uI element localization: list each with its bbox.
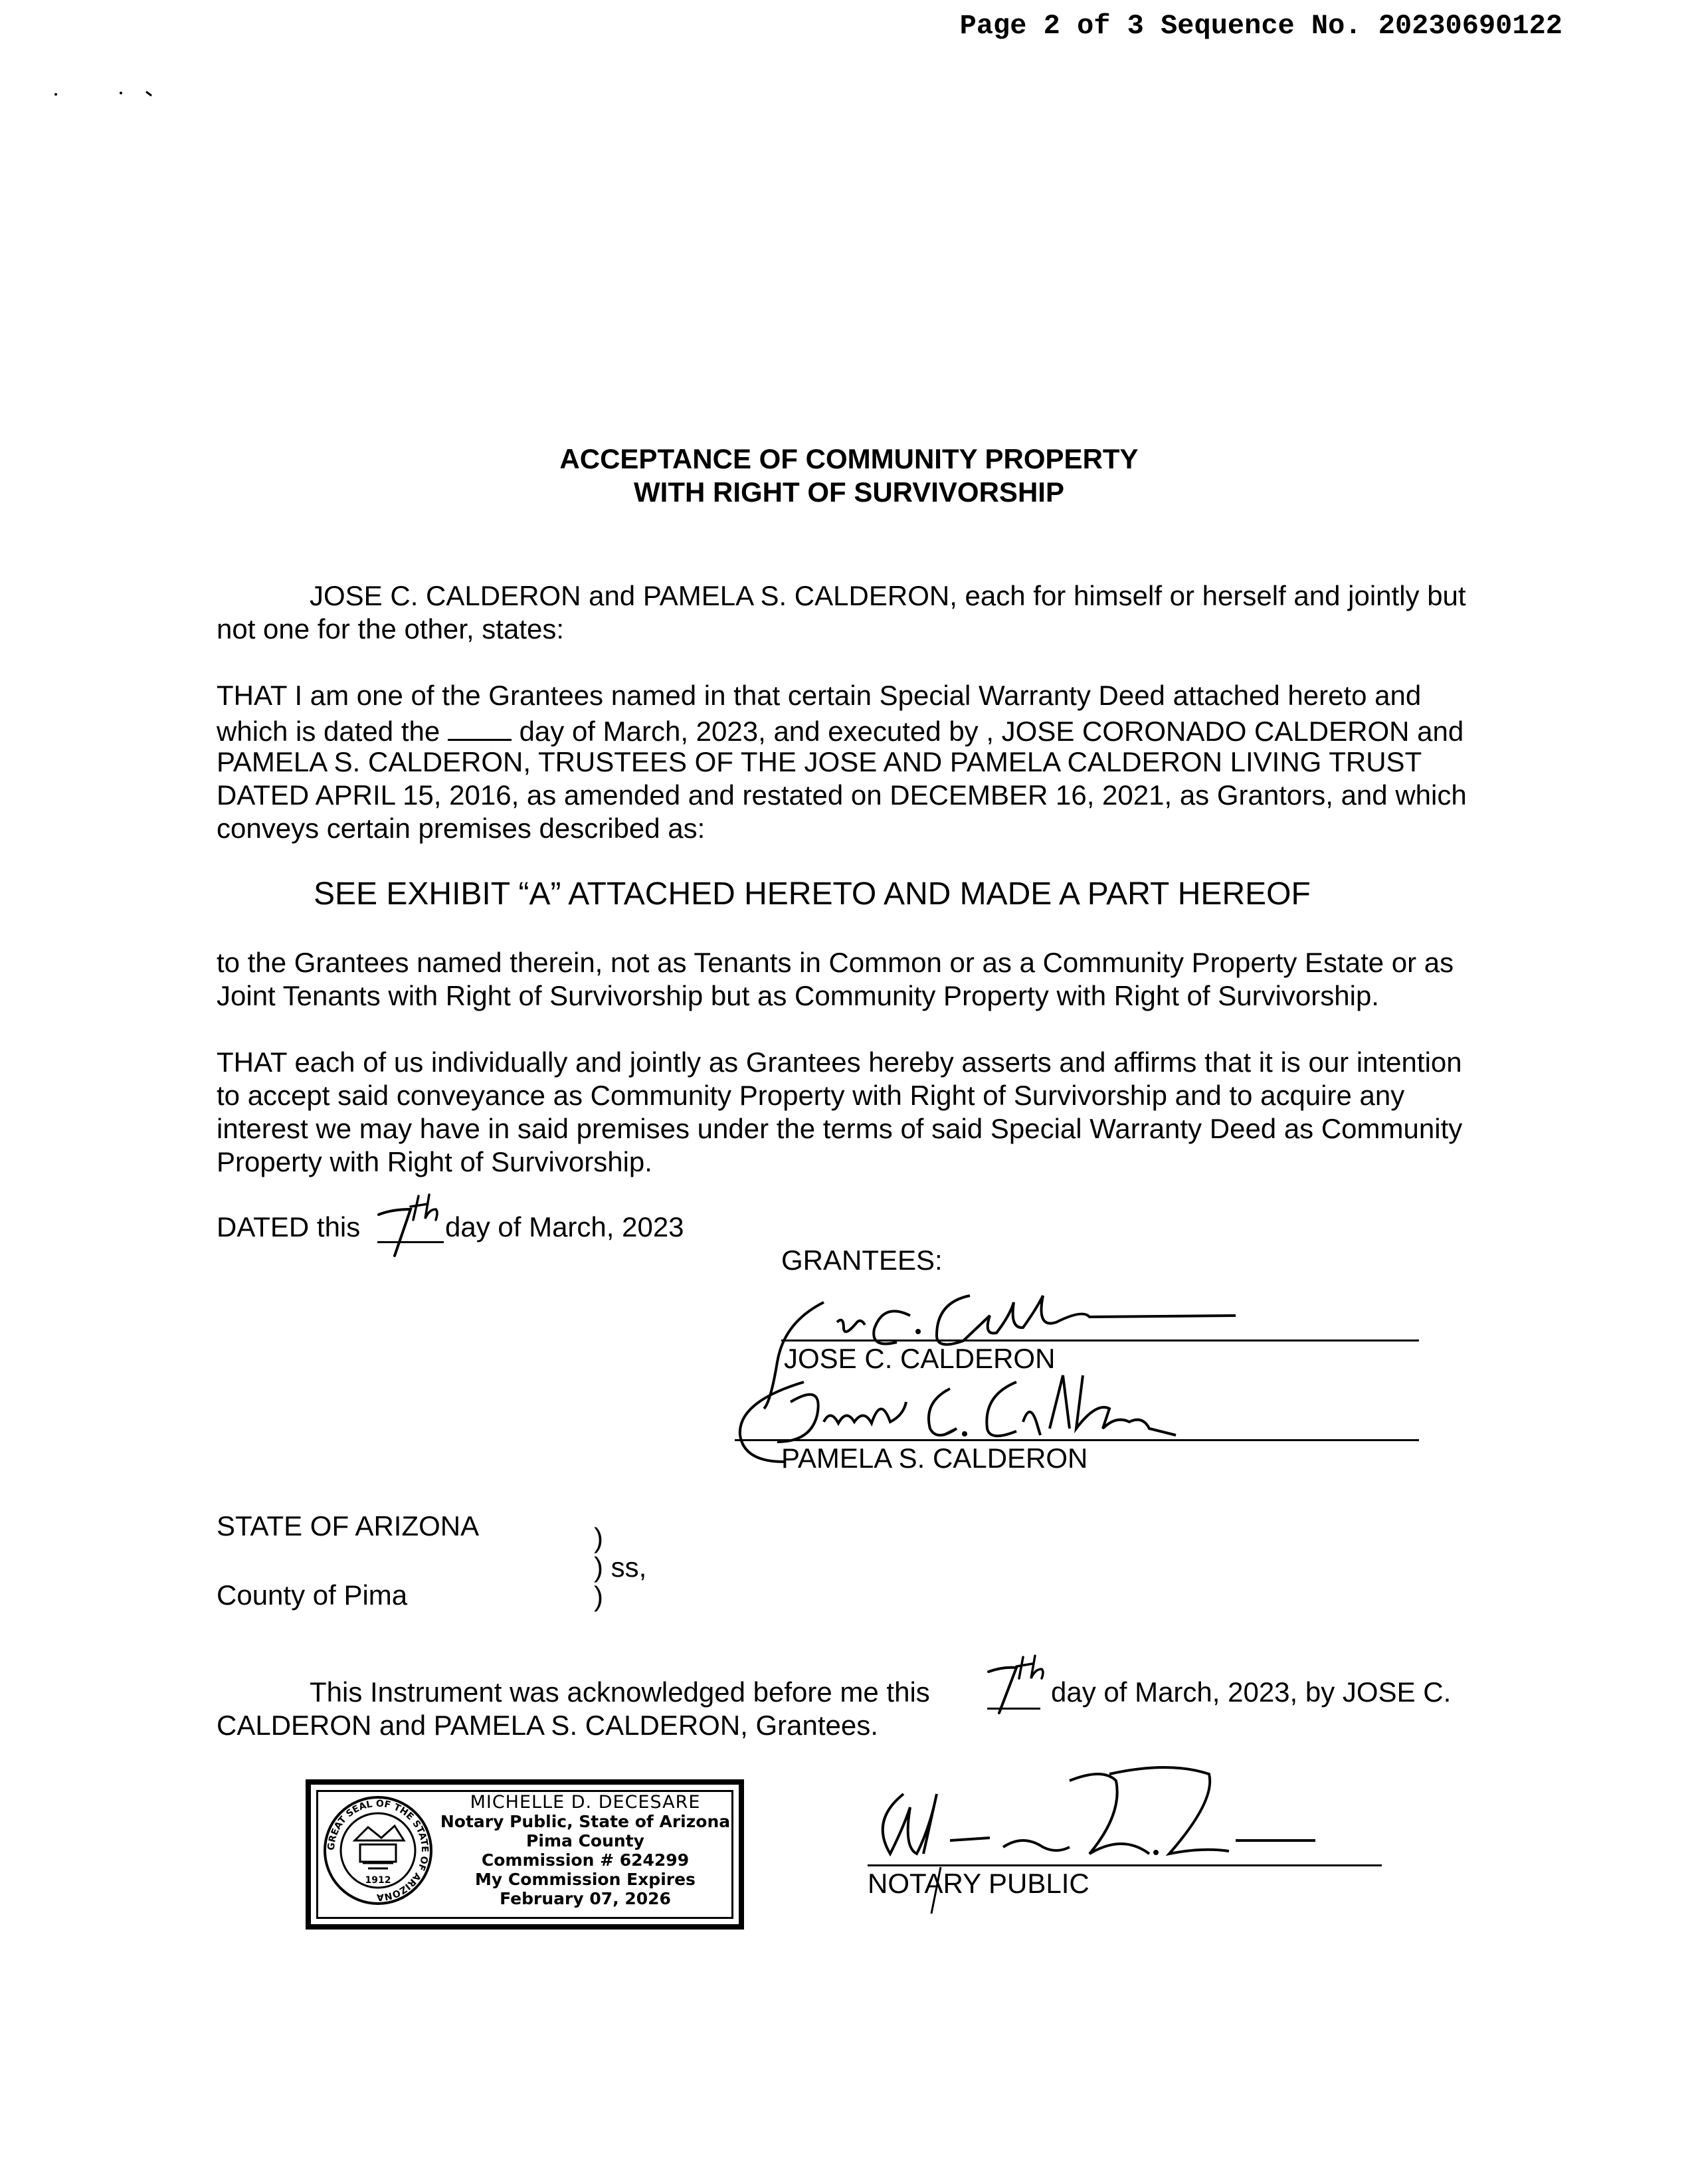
scan-speckles <box>47 86 166 106</box>
seal-ring-text: GREAT SEAL OF THE STATE OF ARIZONA <box>326 1798 430 1903</box>
notary-commission-number: Commission # 624299 <box>481 1850 690 1870</box>
page-sequence-header: Page 2 of 3 Sequence No. 20230690122 <box>959 10 1562 42</box>
notary-public-label: NOTARY PUBLIC <box>868 1868 1089 1899</box>
notary-name: MICHELLE D. DECESARE <box>470 1792 701 1813</box>
intro-line-1: JOSE C. CALDERON and PAMELA S. CALDERON, each for himself or herself and jointly but <box>310 580 1466 611</box>
notary-expires-label: My Commission Expires <box>475 1870 696 1889</box>
dated-prefix: DATED this <box>217 1211 361 1242</box>
notary-expires-date: February 07, 2026 <box>500 1889 671 1908</box>
tenancy-para-line-1: to the Grantees named therein, not as Tenants in Common or as a Community Property Estate or as <box>217 947 1454 978</box>
notary-stamp-text <box>437 1793 733 1908</box>
acknowledgment-handwritten-day <box>983 1652 1056 1718</box>
affirm-para-line-1: THAT each of us individually and jointly as Grantees hereby asserts and affirms that it is our intention <box>217 1046 1462 1078</box>
grantees-para-line-2 <box>217 712 1463 748</box>
venue-county: County of Pima <box>217 1579 408 1611</box>
acknowledgment-line-2: CALDERON and PAMELA S. CALDERON, Grantees. <box>217 1710 878 1741</box>
grantees-para-line-4: DATED APRIL 15, 2016, as amended and restated on DECEMBER 16, 2021, as Grantors, and which <box>217 779 1467 811</box>
document-title-line-1: ACCEPTANCE OF COMMUNITY PROPERTY <box>559 443 1139 474</box>
intro-line-2: not one for the other, states: <box>217 613 565 645</box>
notary-county: Pima County <box>526 1831 644 1850</box>
grantee-2-name: PAMELA S. CALDERON <box>781 1442 1088 1474</box>
affirm-para-line-4: Property with Right of Survivorship. <box>217 1146 652 1177</box>
venue-paren-1: ) <box>594 1522 603 1553</box>
grantees-para-line-1: THAT I am one of the Grantees named in that certain Special Warranty Deed attached hereto and <box>217 680 1422 711</box>
grantees-para-line-5: conveys certain premises described as: <box>217 813 706 844</box>
grantee-1-name: JOSE C. CALDERON <box>784 1343 1056 1374</box>
tenancy-para-line-2: Joint Tenants with Right of Survivorship but as Community Property with Right of Survivorship. <box>217 980 1379 1011</box>
grantees-para-line-2-a: which is dated the <box>217 716 440 747</box>
dated-suffix: day of March, 2023 <box>445 1211 684 1242</box>
grantees-para-line-2-b: day of March, 2023, and executed by , JOSE CORONADO CALDERON and <box>519 716 1464 747</box>
venue-paren-3: ) <box>594 1581 603 1612</box>
grantees-para-line-3: PAMELA S. CALDERON, TRUSTEES OF THE JOSE AND PAMELA CALDERON LIVING TRUST <box>217 746 1422 777</box>
affirm-para-line-3: interest we may have in said premises under the terms of said Special Warranty Deed as Community <box>217 1113 1463 1144</box>
seal-year: 1912 <box>365 1875 391 1886</box>
acknowledgment-line-1-a: This Instrument was acknowledged before me this <box>310 1676 930 1708</box>
notary-title: Notary Public, State of Arizona <box>440 1812 731 1831</box>
exhibit-reference: SEE EXHIBIT “A” ATTACHED HERETO AND MADE A PART HEREOF <box>314 876 1311 912</box>
arizona-state-seal-icon <box>322 1794 434 1907</box>
document-title-line-2: WITH RIGHT OF SURVIVORSHIP <box>634 476 1064 508</box>
blank-day-field <box>448 712 512 741</box>
handwritten-day-7th <box>372 1189 452 1262</box>
affirm-para-line-2: to accept said conveyance as Community Property with Right of Survivorship and to acquire any <box>217 1080 1405 1111</box>
venue-state: STATE OF ARIZONA <box>217 1510 480 1541</box>
notary-stamp <box>306 1779 744 1930</box>
grantees-label: GRANTEES: <box>781 1244 943 1276</box>
venue-paren-ss: ) ss, <box>594 1551 647 1583</box>
acknowledgment-line-1-b: day of March, 2023, by JOSE C. <box>1051 1676 1452 1708</box>
